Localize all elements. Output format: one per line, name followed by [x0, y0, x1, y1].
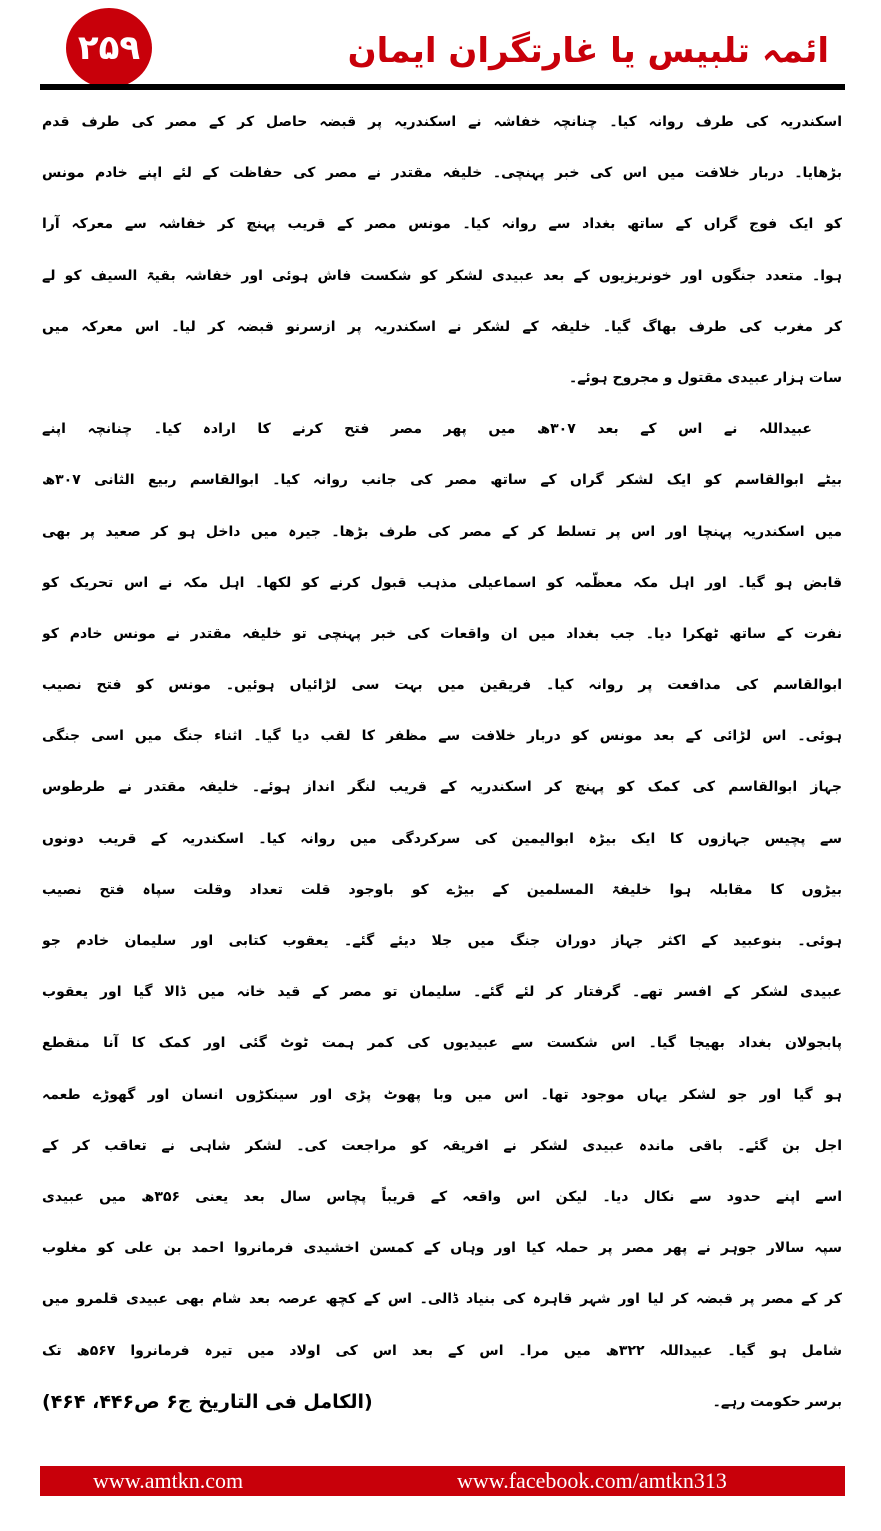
- text-line: بیٹے ابوالقاسم کو ایک لشکر گراں کے ساتھ مصر کی جانب روانہ کیا۔ ابوالقاسم ربیع الثانی ۳۰۷ھ: [42, 472, 842, 489]
- footer-bar: [40, 1466, 845, 1496]
- final-row: [42, 1377, 842, 1428]
- text-line: سات ہزار عبیدی مقتول و مجروح ہوئے۔: [568, 369, 842, 386]
- text-line: عبیدی لشکر کے افسر تھے۔ گرفتار کر لئے گئے۔ سلیمان تو مصر کے قید خانہ میں ڈالا گیا اور یعقوب: [42, 984, 842, 1001]
- text-line: قابض ہو گیا۔ اور اہل مکہ معظّمہ کو اسماعیلی مذہب قبول کرنے کو لکھا۔ اہل مکہ نے اس تحریک کو: [42, 574, 842, 591]
- text-line: پابجولان بغداد بھیجا گیا۔ اس شکست سے عبیدیوں کی کمر ہمت ٹوٹ گئی اور کمک کا آنا منقطع: [42, 1035, 842, 1052]
- text-line: برسر حکومت رہے۔: [712, 1393, 842, 1410]
- text-line: نفرت کے ساتھ ٹھکرا دیا۔ جب بغداد میں ان واقعات کی خبر پہنچی تو خلیفہ مقتدر نے مونس خادم کو: [42, 625, 842, 642]
- body-text: [42, 97, 842, 1428]
- text-line: ہوئی۔ اس لڑائی کے بعد مونس کو دربار خلافت سے مظفر کا لقب دیا گیا۔ اثناء جنگ میں اسی جنگی: [42, 728, 842, 745]
- text-line: اسکندریہ کی طرف روانہ کیا۔ چنانچہ خفاشہ نے اسکندریہ پر قبضہ حاصل کر کے مصر کی طرف قدم: [42, 114, 842, 130]
- text-line: کر مغرب کی طرف بھاگ گیا۔ خلیفہ کے لشکر نے اسکندریہ پر ازسرنو قبضہ کر لیا۔ اس معرکہ میں: [42, 318, 842, 335]
- text-line: سپہ سالار جوہر نے پھر مصر پر حملہ کیا اور وہاں کے کمسن اخشیدی فرمانروا احمد بن علی کو مغلوب: [42, 1240, 842, 1257]
- text-line: سے پچیس جہازوں کا ایک بیڑہ ابوالیمین کی سرکردگی میں روانہ کیا۔ اسکندریہ کے قریب دونوں: [42, 830, 842, 847]
- header-rule: [40, 84, 845, 90]
- text-line: بیڑوں کا مقابلہ ہوا خلیفۃ المسلمین کے بیڑے کو باوجود قلت تعداد وقلت سپاہ فتح نصیب: [42, 881, 842, 898]
- text-line: اسے اپنے حدود سے نکال دیا۔ لیکن اس واقعہ کے قریباً پچاس سال بعد یعنی ۳۵۶ھ میں عبیدی: [42, 1188, 842, 1205]
- text-line: شامل ہو گیا۔ عبیداللہ ۳۲۲ھ میں مرا۔ اس کے بعد اس کی اولاد میں تیرہ فرمانروا ۵۶۷ھ تک: [42, 1342, 842, 1359]
- text-line: ہوا۔ متعدد جنگوں اور خونریزیوں کے بعد عبیدی لشکر کو شکست فاش ہوئی اور خفاشہ بقیۃ السیف کو لے: [42, 267, 842, 284]
- website-link[interactable]: www.amtkn.com: [93, 1468, 244, 1493]
- text-line: ابوالقاسم کی مدافعت پر روانہ کیا۔ فریقین میں بہت سی لڑائیاں ہوئیں۔ مونس کو فتح نصیب: [42, 677, 842, 694]
- page-number-badge: [66, 8, 152, 88]
- text-line: بڑھایا۔ دربار خلافت میں اس کی خبر پہنچی۔ خلیفہ مقتدر نے مصر کی حفاظت کے لئے اپنے خادم مونس: [42, 165, 842, 182]
- text-line: ہوئی۔ بنوعبید کے اکثر جہاز دوران جنگ میں جلا دیئے گئے۔ یعقوب کتابی اور سلیمان خادم جو: [42, 933, 842, 949]
- text-line: کو ایک فوج گراں کے ساتھ بغداد سے روانہ کیا۔ مونس مصر کے قریب پہنچ کر خفاشہ سے معرکہ آرا: [42, 216, 842, 233]
- citation: (الکامل فی التاریخ ج۶ ص۴۴۶، ۴۶۴): [42, 1391, 373, 1414]
- text-line: عبیداللہ نے اس کے بعد ۳۰۷ھ میں پھر مصر فتح کرنے کا ارادہ کیا۔ چنانچہ اپنے: [42, 421, 812, 438]
- book-title: ائمہ تلبیس یا غارتگران ایمان: [347, 31, 829, 71]
- text-line: ہو گیا اور جو لشکر یہاں موجود تھا۔ اس میں وبا پھوٹ پڑی اور سینکڑوں انسان اور گھوڑے طعمہ: [42, 1086, 842, 1103]
- page-number: ۲۵۹: [77, 28, 141, 68]
- text-line: میں اسکندریہ پہنچا اور اس پر تسلط کر کے مصر کی طرف بڑھا۔ جیرہ میں داخل ہو کر صعید پر بھی: [42, 523, 842, 540]
- text-line: جہاز ابوالقاسم کی کمک کو پہنچ کر اسکندریہ کے قریب لنگر انداز ہوئے۔ خلیفہ مقتدر نے طرطوس: [42, 779, 842, 796]
- facebook-link[interactable]: www.facebook.com/amtkn313: [457, 1468, 727, 1493]
- text-line: اجل بن گئے۔ باقی ماندہ عبیدی لشکر نے افریقہ کو مراجعت کی۔ لشکر شاہی نے تعاقب کر کے: [42, 1137, 842, 1154]
- text-line: کر کے مصر پر قبضہ کر لیا اور شہر قاہرہ کی بنیاد ڈالی۔ اس کے کچھ عرصہ بعد شام بھی عبیدی قلمرو میں: [42, 1291, 842, 1308]
